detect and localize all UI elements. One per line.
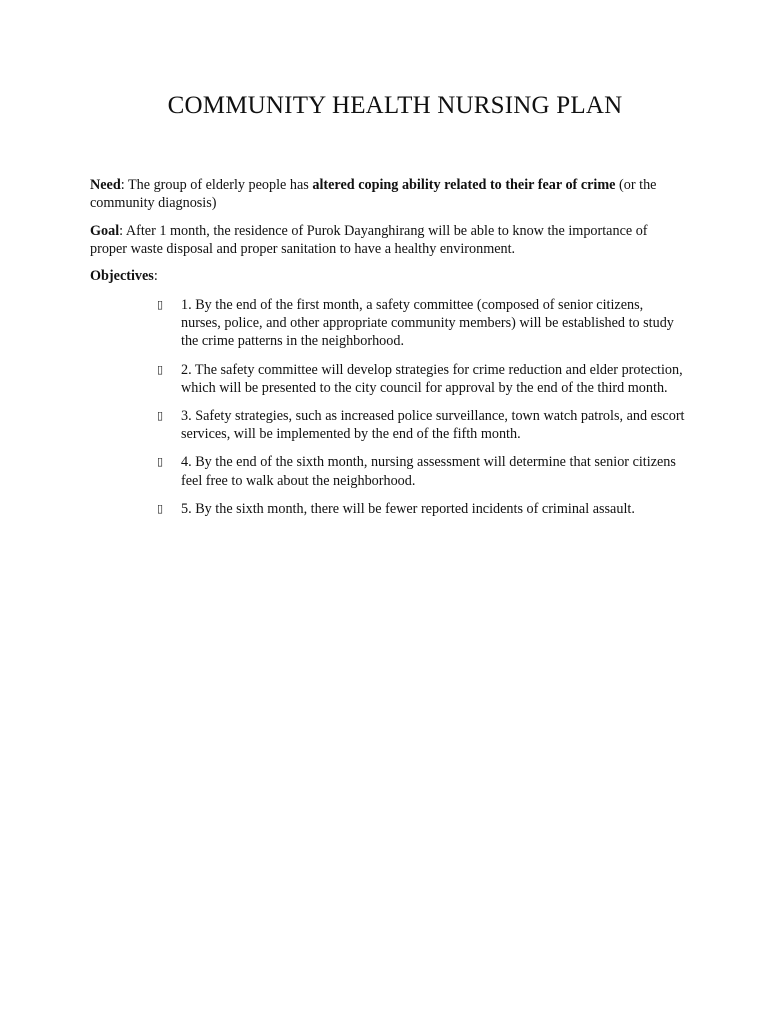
objectives-colon: : <box>153 268 158 284</box>
list-item <box>155 453 685 489</box>
goal-label: Goal <box>90 223 120 239</box>
document-title: COMMUNITY HEALTH NURSING PLAN <box>167 92 623 119</box>
objectives-heading <box>90 267 680 285</box>
list-item <box>155 407 685 443</box>
need-text-before: The group of elderly people has <box>127 177 313 193</box>
objectives-label: Objectives <box>90 268 154 284</box>
need-text-after: (or the community diagnosis) <box>90 177 657 211</box>
need-paragraph <box>90 176 680 212</box>
objective-text: 1. By the end of the first month, a safety committee (composed of senior citizens, nurses, police, and other appropriate community members) will be established to study the crime patterns in the neighborhood. <box>181 297 674 350</box>
objective-text: 2. The safety committee will develop strategies for crime reduction and elder protection, which will be presented to the city council for approval by the end of the third month. <box>181 361 683 396</box>
objective-text: 3. Safety strategies, such as increased police surveillance, town watch patrols, and escort services, will be implemented by the end of the fifth month. <box>181 408 685 443</box>
objectives-list <box>155 296 685 528</box>
goal-paragraph <box>90 222 680 258</box>
need-colon: : <box>120 177 128 193</box>
goal-text: After 1 month, the residence of Purok Dayanghirang will be able to know the importance of proper waste disposal and proper sanitation to have a healthy environment. <box>90 223 648 257</box>
bullet-icon: ▯ <box>157 362 164 376</box>
objective-text: 5. By the sixth month, there will be fewer reported incidents of criminal assault. <box>181 500 635 517</box>
need-label: Need <box>90 177 121 193</box>
bullet-icon: ▯ <box>157 455 164 469</box>
bullet-icon: ▯ <box>157 298 164 311</box>
goal-colon: : <box>119 223 126 239</box>
bullet-icon: ▯ <box>157 501 164 515</box>
list-item <box>155 500 685 518</box>
objective-text: 4. By the end of the sixth month, nursing assessment will determine that senior citizens feel free to walk about the neighborhood. <box>181 454 676 489</box>
need-bold-text: altered coping ability related to their fear of crime <box>312 177 616 193</box>
bullet-icon: ▯ <box>157 409 164 423</box>
list-item <box>155 296 685 351</box>
list-item <box>155 361 685 397</box>
